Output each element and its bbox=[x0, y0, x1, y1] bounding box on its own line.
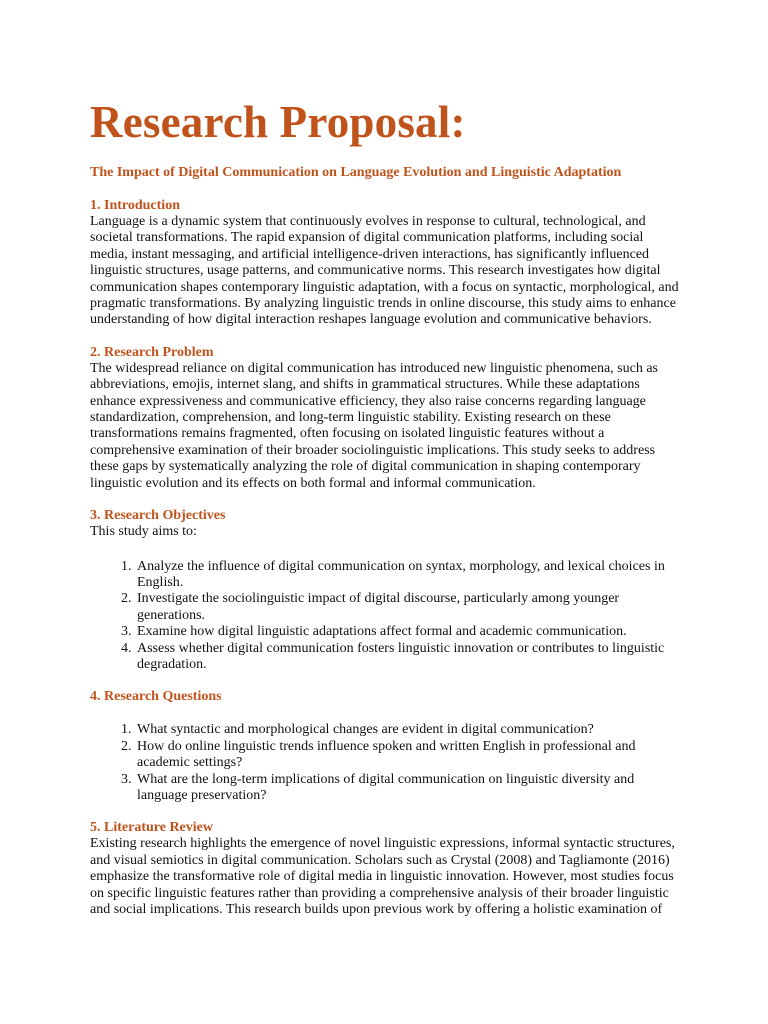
section-body-research-problem: The widespread reliance on digital communication has introduced new linguistic phenomena, such as abbreviations, emojis, internet slang, and shifts in grammatical structures. While these adaptations enhance expressiveness and communicative efficiency, they also raise concerns regarding language standardization, comprehension, and long-term linguistic stability. Existing research on these transformations remains fragmented, often focusing on isolated linguistic features without a comprehensive examination of their broader sociolinguistic implications. This study seeks to address these gaps by systematically analyzing the role of digital communication in shaping contemporary linguistic evolution and its effects on both formal and informal communication. bbox=[90, 360, 658, 491]
section-body-literature-review: Existing research highlights the emergence of novel linguistic expressions, informal syntactic structures, and visual semiotics in digital communication. Scholars such as Crystal (2008) and Tagliamonte (2016) emphasize the transformative role of digital media in linguistic innovation. However, most studies focus on specific linguistic features rather than providing a comprehensive analysis of their broader linguistic and social implications. This research builds upon previous work by offering a holistic examination of bbox=[90, 836, 675, 917]
list-item: 1. Analyze the influence of digital communication on syntax, morphology, and lexical choices in English. bbox=[135, 559, 682, 592]
questions-list bbox=[90, 722, 682, 804]
section-research-problem bbox=[90, 345, 682, 492]
section-heading-literature-review: 5. Literature Review bbox=[90, 820, 213, 836]
document-title: Research Proposal: bbox=[90, 97, 466, 147]
objectives-list bbox=[90, 559, 682, 674]
objectives-intro: This study aims to: bbox=[90, 524, 197, 540]
section-introduction bbox=[90, 198, 682, 329]
section-heading-introduction: 1. Introduction bbox=[90, 198, 180, 213]
section-body-introduction: Language is a dynamic system that continuously evolves in response to cultural, technological, and societal transformations. The rapid expansion of digital communication platforms, including social media, instant messaging, and artificial intelligence-driven interactions, has significantly influenced linguistic structures, usage patterns, and communicative norms. This research investigates how digital communication shapes contemporary linguistic adaptation, with a focus on syntactic, morphological, and pragmatic transformations. By analyzing linguistic trends in online discourse, this study aims to enhance understanding of how digital interaction reshapes language evolution and communicative behaviors. bbox=[90, 214, 679, 328]
list-item: 2. Investigate the sociolinguistic impact of digital discourse, particularly among younger generations. bbox=[135, 591, 682, 624]
section-research-objectives bbox=[90, 508, 682, 673]
document-subtitle: The Impact of Digital Communication on Language Evolution and Linguistic Adaptation bbox=[90, 165, 622, 180]
list-item: 2. How do online linguistic trends influence spoken and written English in professional and academic settings? bbox=[135, 739, 682, 772]
list-item: 3. What are the long-term implications of digital communication on linguistic diversity and language preservation? bbox=[135, 772, 682, 805]
section-heading-research-problem: 2. Research Problem bbox=[90, 344, 214, 360]
list-item: 4. Assess whether digital communication fosters linguistic innovation or contributes to linguistic degradation. bbox=[135, 641, 682, 674]
section-research-questions bbox=[90, 689, 682, 804]
section-heading-research-objectives: 3. Research Objectives bbox=[90, 508, 226, 524]
list-item: 3. Examine how digital linguistic adaptations affect formal and academic communication. bbox=[135, 624, 682, 640]
document-page bbox=[90, 92, 682, 934]
section-heading-research-questions: 4. Research Questions bbox=[90, 689, 222, 705]
list-item: 1. What syntactic and morphological changes are evident in digital communication? bbox=[135, 722, 682, 738]
section-literature-review bbox=[90, 820, 682, 918]
